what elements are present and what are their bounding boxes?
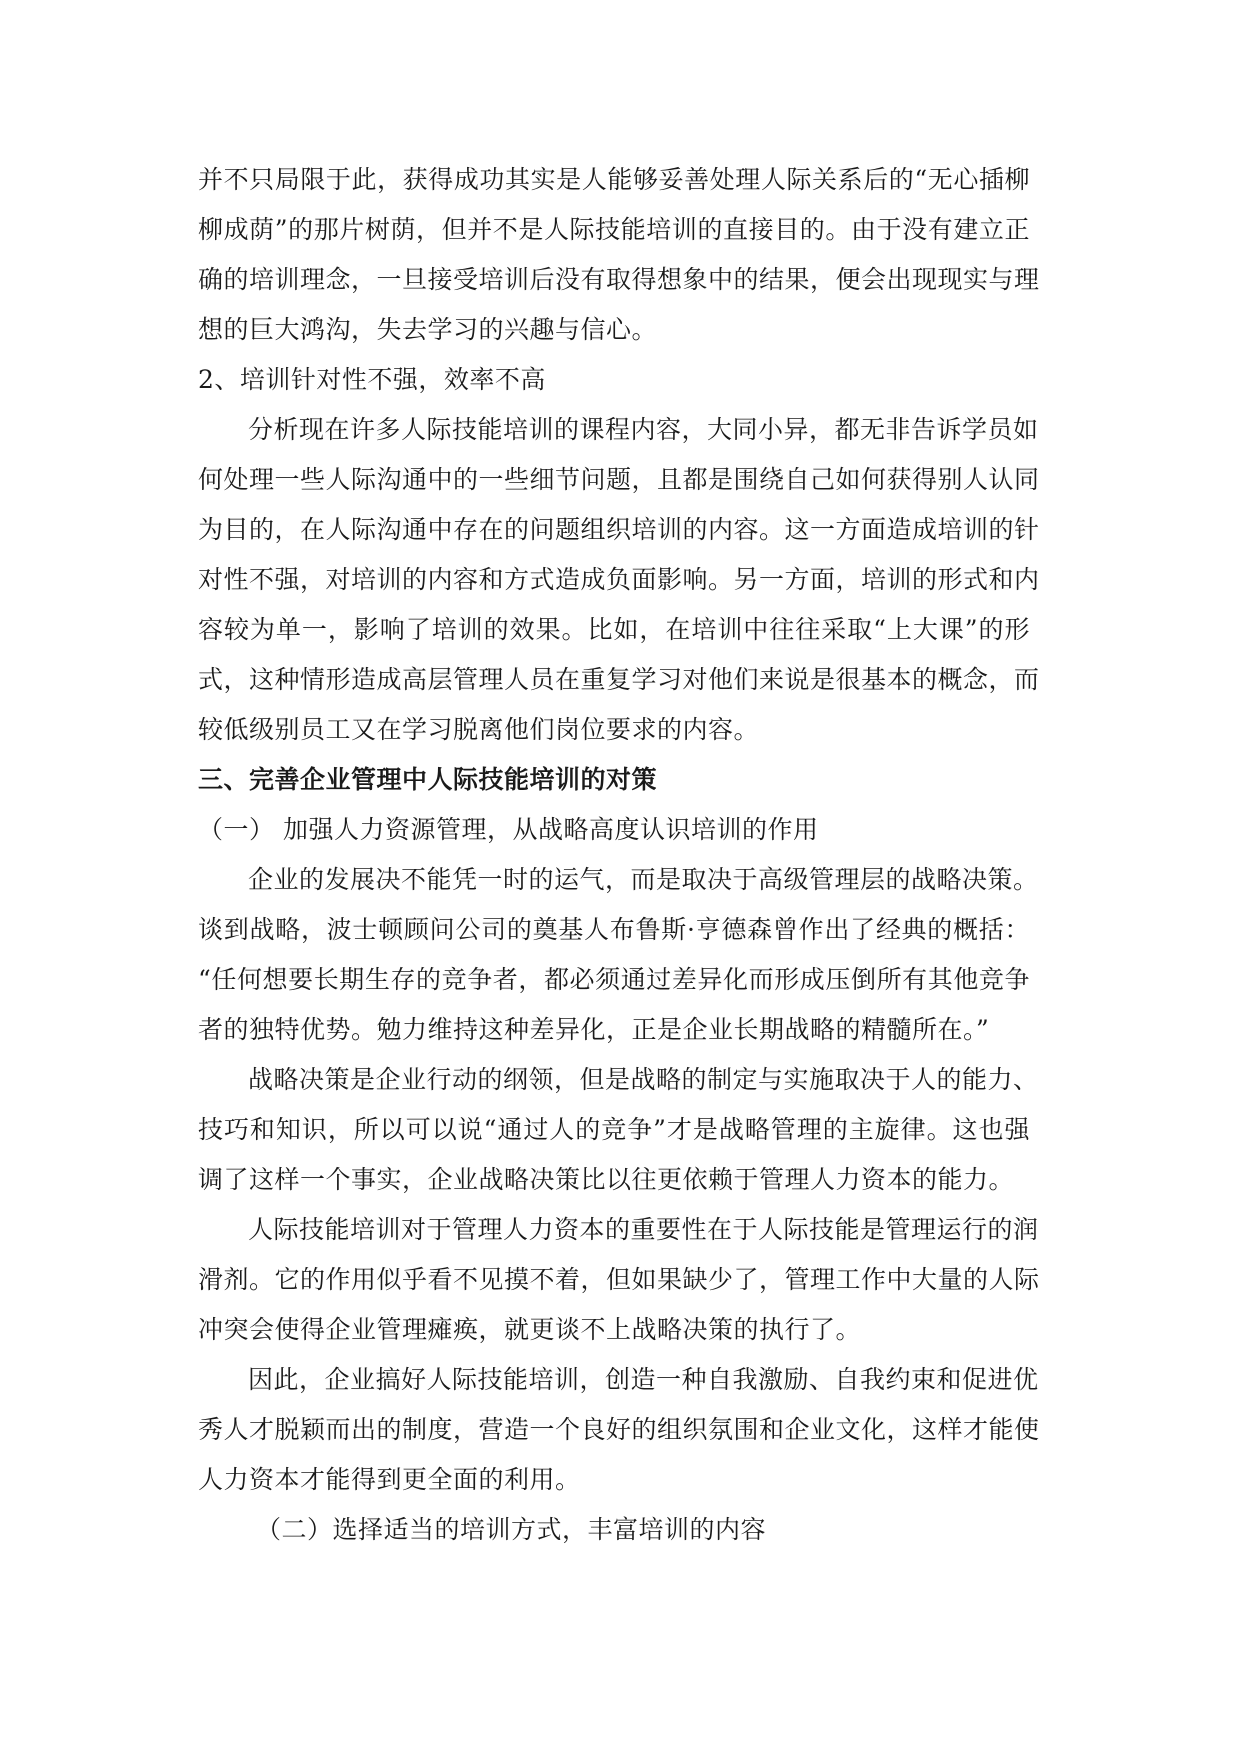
body-text-line: 确的培训理念，一旦接受培训后没有取得想象中的结果，便会出现现实与理 xyxy=(198,265,1040,294)
body-text-line: 秀人才脱颖而出的制度，营造一个良好的组织氛围和企业文化，这样才能使 xyxy=(198,1415,1040,1444)
body-text-line: 人力资本才能得到更全面的利用。 xyxy=(198,1465,581,1494)
body-text-line: 想的巨大鸿沟，失去学习的兴趣与信心。 xyxy=(198,315,658,344)
body-text-line: 柳成荫”的那片树荫，但并不是人际技能培训的直接目的。由于没有建立正 xyxy=(198,215,1030,244)
body-text-line: 冲突会使得企业管理瘫痪，就更谈不上战略决策的执行了。 xyxy=(198,1315,862,1344)
body-text-line: 技巧和知识，所以可以说“通过人的竞争”才是战略管理的主旋律。这也强 xyxy=(198,1115,1030,1144)
body-text-line: “任何想要长期生存的竞争者，都必须通过差异化而形成压倒所有其他竞争 xyxy=(198,965,1030,994)
body-text-line: 者的独特优势。勉力维持这种差异化，正是企业长期战略的精髓所在。” xyxy=(198,1015,990,1044)
paragraph-first-line: 因此，企业搞好人际技能培训，创造一种自我激励、自我约束和促进优 xyxy=(248,1365,1039,1394)
body-text-line: 谈到战略，波士顿顾问公司的奠基人布鲁斯·亨德森曾作出了经典的概括： xyxy=(198,915,1030,944)
body-text-line: 较低级别员工又在学习脱离他们岗位要求的内容。 xyxy=(198,715,760,744)
subsection-heading: 2、培训针对性不强，效率不高 xyxy=(198,365,546,394)
body-text-line: 对性不强，对培训的内容和方式造成负面影响。另一方面，培训的形式和内 xyxy=(198,565,1040,594)
body-text-line: 式，这种情形造成高层管理人员在重复学习对他们来说是很基本的概念，而 xyxy=(198,665,1040,694)
section-heading: 三、完善企业管理中人际技能培训的对策 xyxy=(198,765,658,794)
body-text-line: 为目的，在人际沟通中存在的问题组织培训的内容。这一方面造成培训的针 xyxy=(198,515,1040,544)
paragraph-first-line: 分析现在许多人际技能培训的课程内容，大同小异，都无非告诉学员如 xyxy=(248,415,1039,444)
paragraph-first-line: 企业的发展决不能凭一时的运气，而是取决于高级管理层的战略决策。 xyxy=(248,865,1039,894)
subsection-heading: （二）选择适当的培训方式，丰富培训的内容 xyxy=(256,1515,767,1544)
document-body xyxy=(198,155,1040,1555)
body-text-line: 并不只局限于此，获得成功其实是人能够妥善处理人际关系后的“无心插柳 xyxy=(198,165,1030,194)
body-text-line: 何处理一些人际沟通中的一些细节问题，且都是围绕自己如何获得别人认同 xyxy=(198,465,1040,494)
body-text-line: 调了这样一个事实，企业战略决策比以往更依赖于管理人力资本的能力。 xyxy=(198,1165,1015,1194)
paragraph-first-line: 人际技能培训对于管理人力资本的重要性在于人际技能是管理运行的润 xyxy=(248,1215,1039,1244)
paragraph-first-line: 战略决策是企业行动的纲领，但是战略的制定与实施取决于人的能力、 xyxy=(248,1065,1039,1094)
body-text-line: 容较为单一，影响了培训的效果。比如，在培训中往往采取“上大课”的形 xyxy=(198,615,1030,644)
body-text-line: 滑剂。它的作用似乎看不见摸不着，但如果缺少了，管理工作中大量的人际 xyxy=(198,1265,1040,1294)
subsection-heading: （一） 加强人力资源管理，从战略高度认识培训的作用 xyxy=(198,815,819,844)
